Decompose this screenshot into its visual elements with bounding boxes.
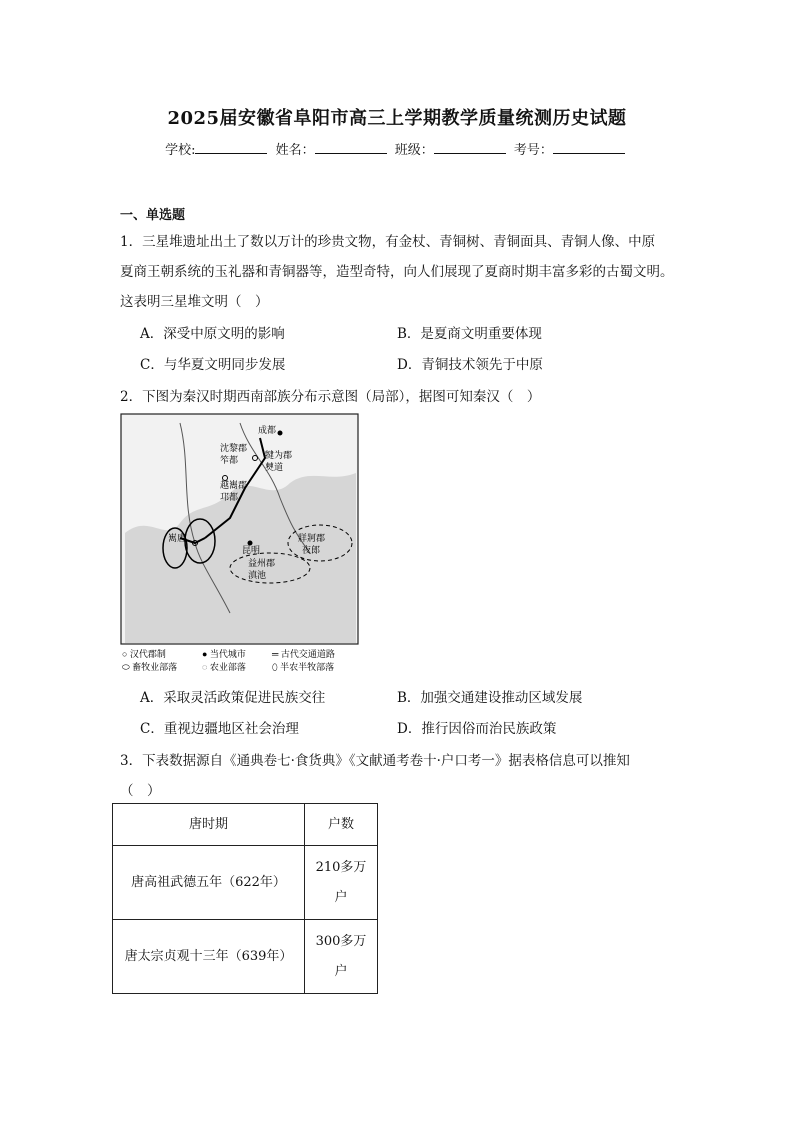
q1-option-c[interactable]: C．与华夏文明同步发展 bbox=[140, 357, 286, 373]
households-unit: 户 bbox=[334, 889, 348, 905]
class-blank[interactable] bbox=[434, 141, 506, 154]
map-label-zuodu: 笮都 bbox=[220, 455, 239, 465]
exam-number-blank[interactable] bbox=[553, 141, 625, 154]
map-label-kunming: 昆明 bbox=[242, 545, 261, 555]
map-legend bbox=[122, 648, 335, 672]
table-header-row bbox=[113, 804, 378, 846]
q1-stem-line-3: 这表明三星堆文明（ ） bbox=[120, 294, 269, 310]
map-label-yizhou: 益州郡 bbox=[248, 558, 276, 568]
page-title: 2025届安徽省阜阳市高三上学期教学质量统测历史试题 bbox=[167, 108, 627, 129]
legend-semi-pastoral: ⬯ 半农半牧部落 bbox=[272, 662, 335, 672]
households-value: 210多万 bbox=[315, 859, 367, 875]
student-info-line bbox=[0, 139, 794, 158]
table-cell-households bbox=[305, 846, 378, 920]
school-blank[interactable] bbox=[195, 141, 267, 154]
school-label: 学校: bbox=[165, 143, 196, 158]
name-label: 姓名： bbox=[275, 143, 315, 158]
q1-option-d[interactable]: D．青铜技术领先于中原 bbox=[397, 357, 543, 373]
q2-option-b[interactable]: B．加强交通建设推动区域发展 bbox=[397, 690, 583, 706]
legend-commandery: ○ 汉代郡制 bbox=[122, 649, 166, 659]
name-blank[interactable] bbox=[315, 141, 387, 154]
map-label-zangke: 牂牁郡 bbox=[298, 533, 326, 543]
class-label: 班级： bbox=[394, 143, 434, 158]
q1-stem-line-2: 夏商王朝系统的玉礼器和青铜器等，造型奇特，向人们展现了夏商时期丰富多彩的古蜀文明。 bbox=[120, 264, 674, 280]
legend-pastoral: ⬭ 畜牧业部落 bbox=[122, 662, 178, 672]
map-label-shenli: 沈黎郡 bbox=[220, 443, 248, 453]
table-cell-households bbox=[305, 920, 378, 994]
households-unit: 户 bbox=[334, 963, 348, 979]
q2-option-c[interactable]: C．重视边疆地区社会治理 bbox=[140, 721, 299, 737]
q1-option-a[interactable]: A．深受中原文明的影响 bbox=[140, 326, 285, 342]
exam-number-label: 考号： bbox=[513, 143, 553, 158]
q3-stem-line-1: 3．下表数据源自《通典卷七·食货典》《文献通考卷十·户口考一》据表格信息可以推知 bbox=[120, 753, 630, 769]
table-header: 户数 bbox=[305, 804, 378, 846]
table-row bbox=[113, 846, 378, 920]
q1-option-b[interactable]: B．是夏商文明重要体现 bbox=[397, 326, 542, 342]
households-table bbox=[112, 803, 378, 994]
q2-stem: 2．下图为秦汉时期西南部族分布示意图（局部），据图可知秦汉（ ） bbox=[120, 389, 541, 405]
table-cell-period: 唐高祖武德五年（622年） bbox=[113, 846, 305, 920]
table-header: 唐时期 bbox=[113, 804, 305, 846]
q1-stem-line-1: 1．三星堆遗址出土了数以万计的珍贵文物，有金杖、青铜树、青铜面具、青铜人像、中原 bbox=[120, 234, 656, 250]
section-heading: 一、单选题 bbox=[120, 208, 186, 223]
legend-farming: ◌ 农业部落 bbox=[202, 662, 246, 672]
legend-road: ═ 古代交通道路 bbox=[272, 649, 335, 659]
legend-city: ● 当代城市 bbox=[202, 649, 246, 659]
map-label-dian: 滇池 bbox=[248, 570, 267, 580]
q3-stem-line-2: （ ） bbox=[120, 783, 161, 799]
southwest-tribes-map bbox=[120, 413, 360, 675]
q2-option-a[interactable]: A．采取灵活政策促进民族交往 bbox=[140, 690, 326, 706]
map-label-xi: 嶲唐 bbox=[168, 533, 187, 543]
map-label-yuexi: 越巂郡 bbox=[220, 480, 248, 490]
map-label-jianwei: 犍为郡 bbox=[265, 450, 293, 460]
map-label-qiongdu: 邛都 bbox=[220, 492, 239, 502]
q2-option-d[interactable]: D．推行因俗而治民族政策 bbox=[397, 721, 557, 737]
table-row bbox=[113, 920, 378, 994]
map-label-chengdu: 成都 bbox=[258, 425, 277, 435]
households-value: 300多万 bbox=[315, 933, 367, 949]
map-label-yelang: 夜郎 bbox=[302, 545, 321, 555]
map-label-bodao: 僰道 bbox=[265, 462, 284, 472]
table-cell-period: 唐太宗贞观十三年（639年） bbox=[113, 920, 305, 994]
chengdu-city-dot bbox=[278, 431, 283, 436]
